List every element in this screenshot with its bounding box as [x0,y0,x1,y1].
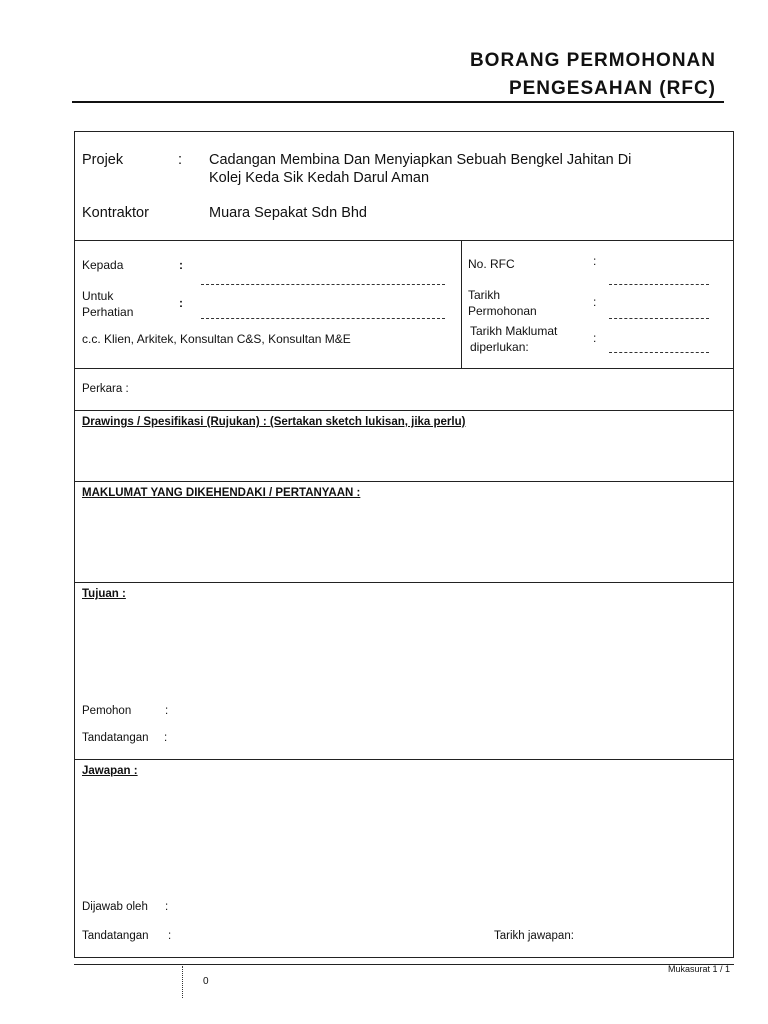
separator-project [74,240,734,241]
projek-value-line2: Kolej Keda Sik Kedah Darul Aman [209,170,430,186]
pemohon-colon: : [165,705,169,717]
projek-label: Projek [82,152,124,168]
form-title-line2: PENGESAHAN (RFC) [508,78,716,99]
tarikh-maklumat-line1: Tarikh Maklumat [470,324,558,338]
maklumat-label: MAKLUMAT YANG DIKEHENDAKI / PERTANYAAN : [82,487,361,499]
tarikh-jawapan-label: Tarikh jawapan: [494,930,574,942]
kontraktor-value: Muara Sepakat Sdn Bhd [209,205,367,221]
tarikh-permohonan-line1: Tarikh [468,288,501,302]
tandatangan-colon: : [164,732,168,744]
dijawab-colon: : [165,901,169,913]
no-rfc-label: No. RFC [468,257,515,271]
separator-addressing [74,368,734,369]
tujuan-label: Tujuan : [82,588,126,600]
page-number: Mukasurat 1 / 1 [667,964,730,974]
cc-text: c.c. Klien, Arkitek, Konsultan C&S, Konsultan M&E [82,332,351,346]
footer-dotted-marker [182,966,183,998]
projek-colon: : [178,152,183,168]
footer-zero: 0 [203,976,209,987]
form-box [74,131,734,958]
separator-perkara [74,410,734,411]
dijawab-label: Dijawab oleh [82,901,148,913]
kepada-line [201,284,445,285]
tarikh-maklumat-line2: diperlukan: [470,340,529,354]
kepada-label: Kepada [82,258,124,272]
jawapan-tandatangan-label: Tandatangan [82,930,149,942]
tandatangan-label: Tandatangan [82,732,149,744]
untuk-colon: : [179,296,183,310]
tarikh-maklumat-line [609,352,709,353]
drawings-label: Drawings / Spesifikasi (Rujukan) : (Sertakan sketch lukisan, jika perlu) [82,416,466,428]
form-title-line1: BORANG PERMOHONAN [469,50,716,71]
separator-drawings [74,481,734,482]
jawapan-label: Jawapan : [82,765,138,777]
tarikh-permohonan-line2: Permohonan [468,304,537,318]
separator-maklumat [74,582,734,583]
no-rfc-line [609,284,709,285]
projek-value-line1: Cadangan Membina Dan Menyiapkan Sebuah Bengkel Jahitan Di [209,152,632,168]
header-rule [72,101,724,103]
kontraktor-label: Kontraktor [82,205,149,221]
tarikh-maklumat-colon: : [593,331,597,345]
untuk-line [201,318,445,319]
perkara-label: Perkara : [82,383,129,395]
untuk-label-line2: Perhatian [82,305,134,319]
jawapan-tandatangan-colon: : [168,930,172,942]
footer-rule [74,964,734,965]
separator-tujuan [74,759,734,760]
no-rfc-colon: : [593,254,597,268]
addressing-divider [461,240,462,368]
tarikh-permohonan-colon: : [593,295,597,309]
tarikh-permohonan-line [609,318,709,319]
kepada-colon: : [179,258,183,272]
pemohon-label: Pemohon [82,705,132,717]
untuk-label-line1: Untuk [82,289,114,303]
